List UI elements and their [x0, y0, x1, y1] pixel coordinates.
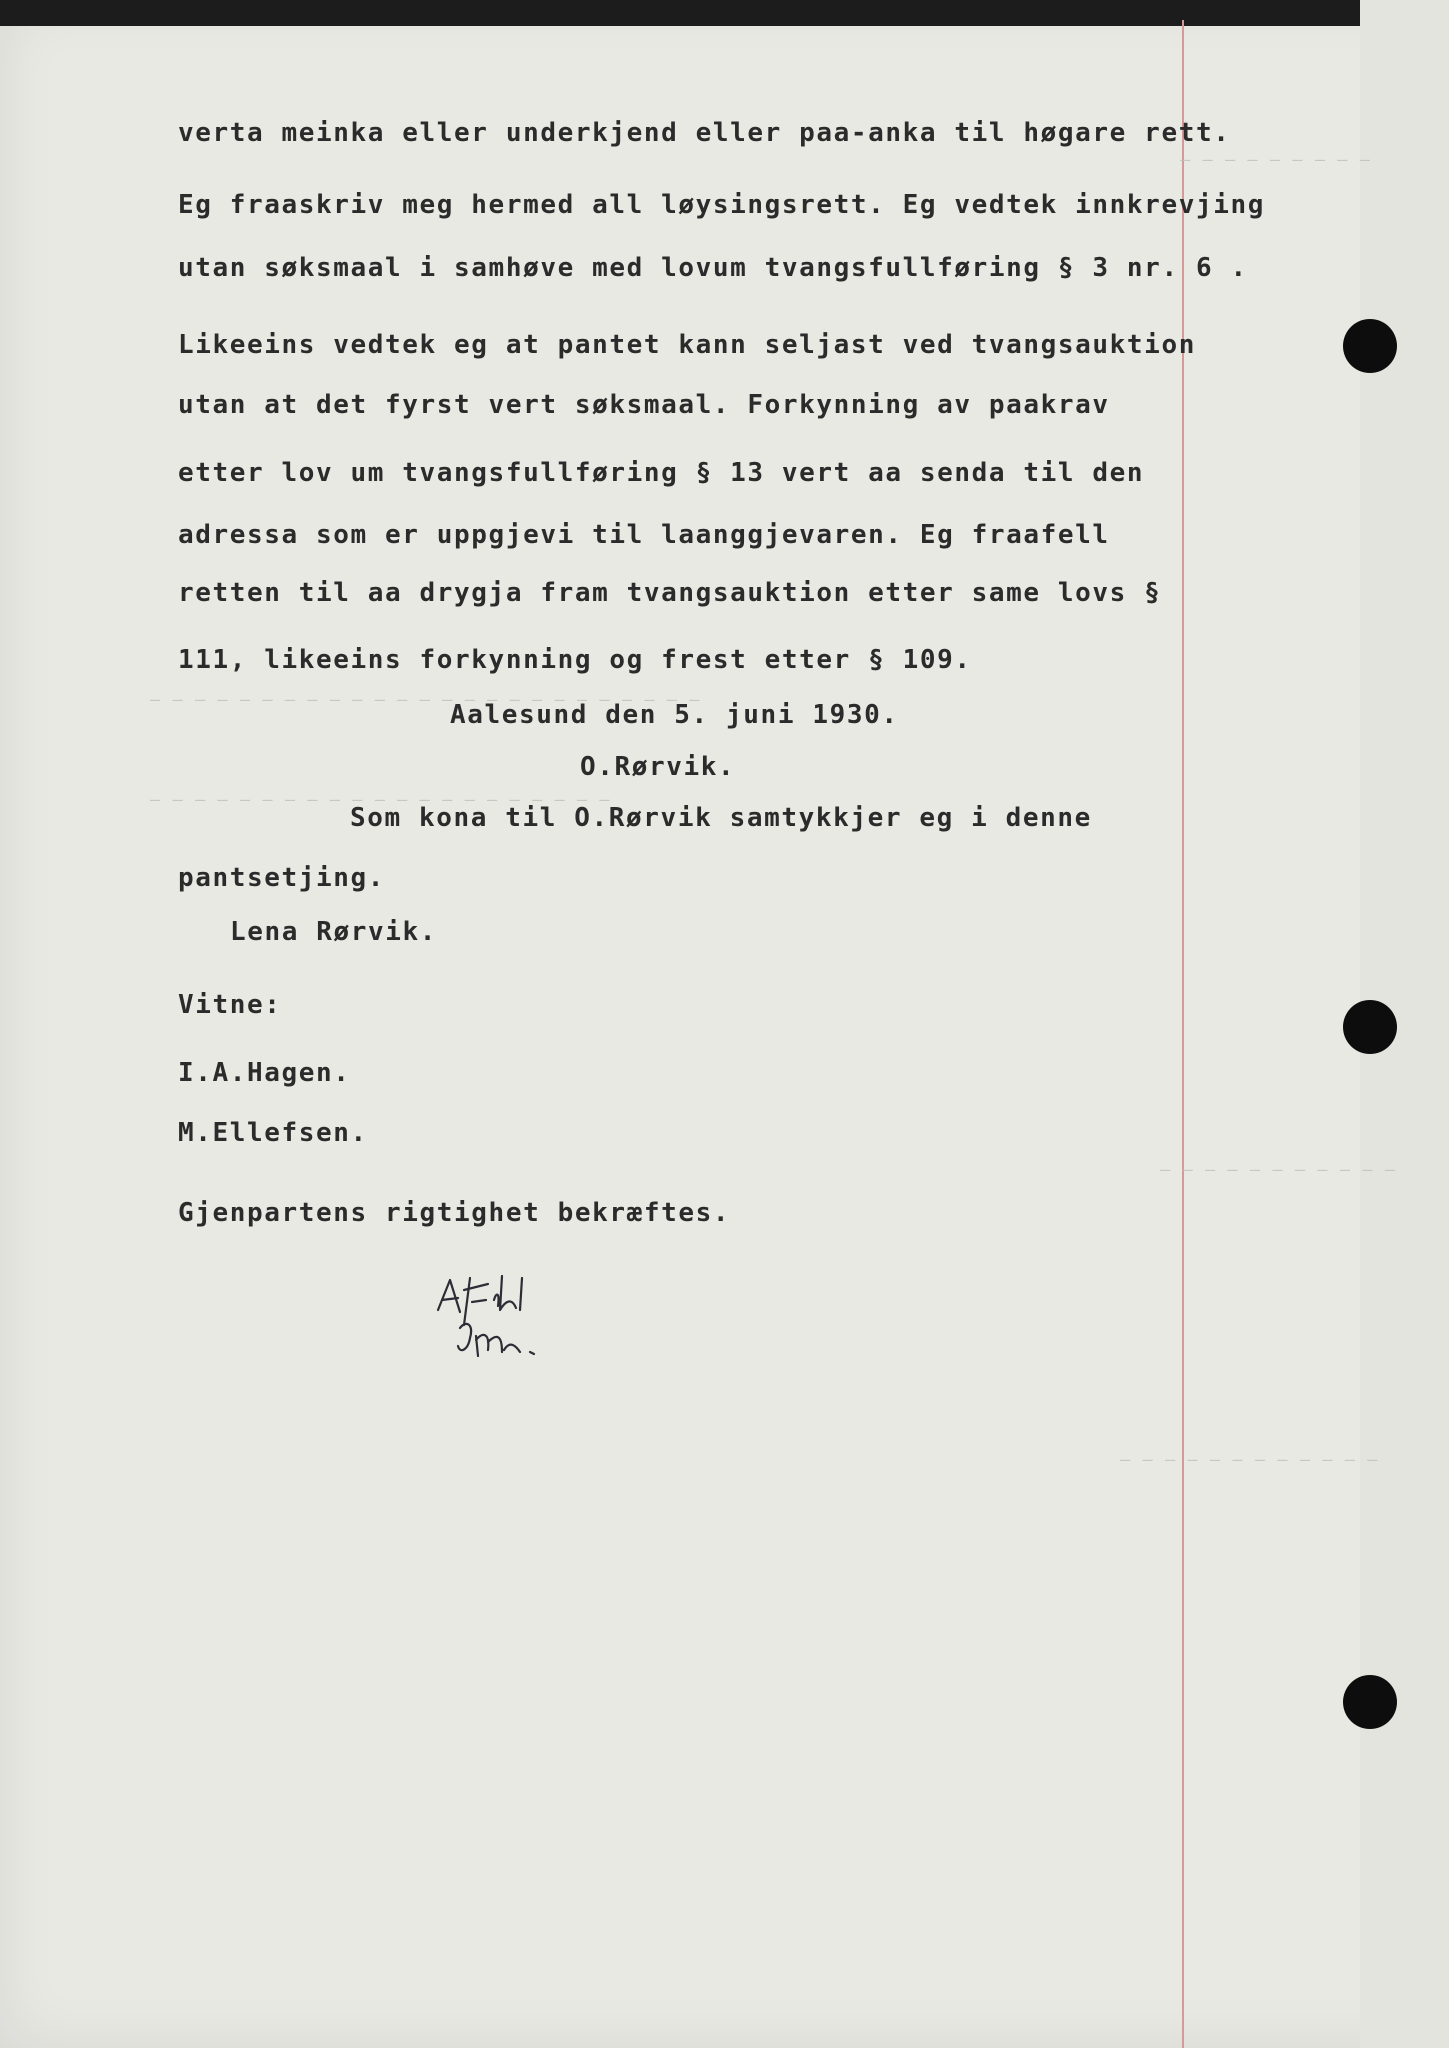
punch-hole-top — [1343, 319, 1397, 373]
place-date: Aalesund den 5. juni 1930. — [450, 700, 899, 730]
witness-heading: Vitne: — [178, 990, 282, 1020]
text-line-2: Eg fraaskriv meg hermed all løysingsrett. Eg vedtek innkrevjing — [178, 190, 1265, 220]
consent-line-2: pantsetjing. — [178, 863, 386, 893]
text-line-7: adressa som er uppgjevi til laanggjevaren. Eg fraafell — [178, 520, 1110, 550]
witness-1: I.A.Hagen. — [178, 1058, 351, 1088]
punch-hole-bottom — [1343, 1675, 1397, 1729]
text-line-9: 111, likeeins forkynning og frest etter § 109. — [178, 645, 972, 675]
red-margin-line — [1182, 20, 1184, 2048]
certification-line: Gjenpartens rigtighet bekræftes. — [178, 1198, 731, 1228]
punch-hole-middle — [1343, 1000, 1397, 1054]
bleed-through-text: — — — — — — — — — — — — — — — — — — — — — — [150, 790, 611, 810]
text-line-4: Likeeins vedtek eg at pantet kann seljast ved tvangsauktion — [178, 330, 1196, 360]
text-line-1: verta meinka eller underkjend eller paa-anka til høgare rett. — [178, 118, 1231, 148]
witness-2: M.Ellefsen. — [178, 1118, 368, 1148]
signer-name: O.Rørvik. — [580, 752, 736, 782]
handwritten-signature — [430, 1270, 620, 1370]
bleed-through-text: — — — — — — — — — — — — — — — — — — — — — — — — — — [150, 690, 701, 710]
bleed-through-text: — — — — — — — — — — — — [1160, 1160, 1396, 1180]
spouse-signature: Lena Rørvik. — [230, 917, 438, 947]
bleed-through-text: — — — — — — — — — — [1180, 150, 1371, 170]
text-line-6: etter lov um tvangsfullføring § 13 vert aa senda til den — [178, 458, 1145, 488]
consent-line-1: Som kona til O.Rørvik samtykkjer eg i denne — [350, 803, 1092, 833]
bleed-through-text: — — — — — — — — — — — — — [1120, 1450, 1379, 1470]
scan-top-edge — [0, 0, 1449, 26]
text-line-3: utan søksmaal i samhøve med lovum tvangsfullføring § 3 nr. 6 . — [178, 253, 1248, 283]
text-line-8: retten til aa drygja fram tvangsauktion etter same lovs § — [178, 578, 1162, 608]
text-line-5: utan at det fyrst vert søksmaal. Forkynning av paakrav — [178, 390, 1110, 420]
